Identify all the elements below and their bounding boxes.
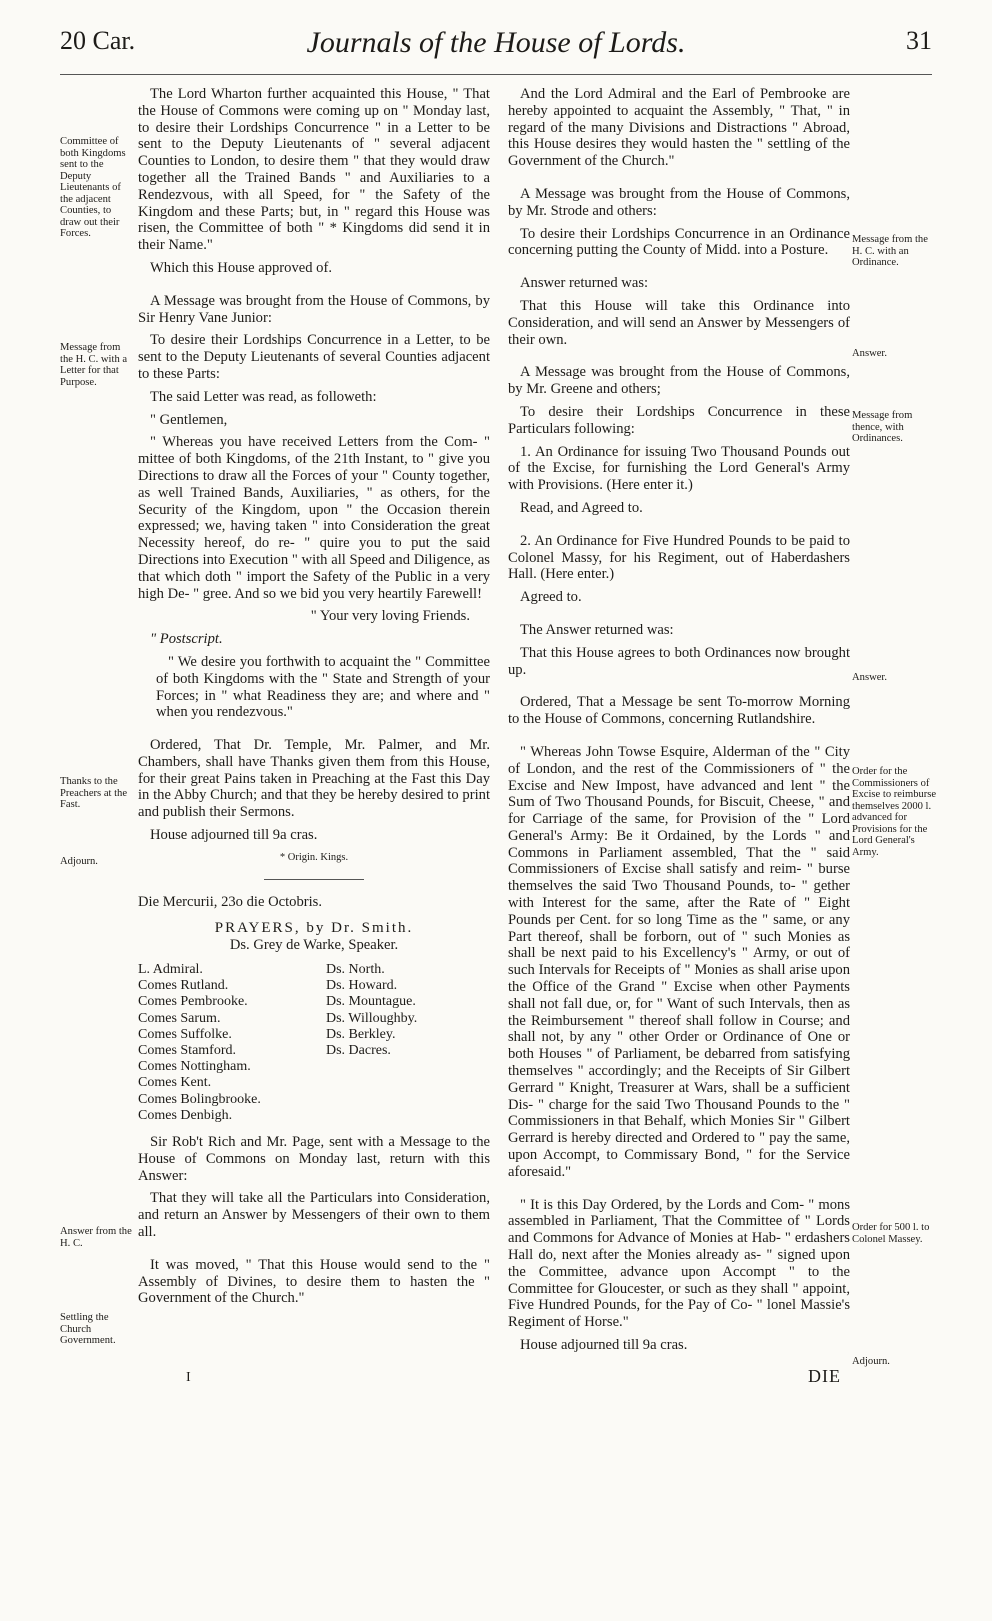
adjournment: House adjourned till 9a cras.	[520, 1337, 688, 1353]
paragraph: It was moved, " That this House would send to the " Assembly of Divines, to desire them to hasten the " Government of the Church."	[138, 1256, 490, 1307]
margin-note: Answer.	[852, 672, 888, 683]
day-heading: Die Mercurii, 23o die Octobris.	[138, 893, 322, 910]
margin-note: Adjourn.	[852, 1356, 890, 1367]
header-page-number: 31	[906, 26, 932, 55]
margin-note: Answer from the H. C.	[60, 1226, 132, 1249]
paragraph: That this House agrees to both Ordinances now brought up.	[508, 644, 850, 678]
paragraph: Answer returned was:	[520, 275, 649, 292]
paragraph: That they will take all the Particulars into Consideration, and return an Answer by Messengers of their own to them all.	[138, 1190, 490, 1241]
attendee: Ds. Berkley.	[326, 1026, 396, 1042]
attendance-column-right	[326, 962, 466, 1124]
attendee: Ds. Willoughby.	[326, 1010, 418, 1026]
attendance-column-left	[138, 962, 308, 1124]
paragraph: Ordered, That Dr. Temple, Mr. Palmer, and Mr. Chambers, shall have Thanks given them from this House, for their great Pains taken in Preaching at the Fast this Day in the Abby Church; and that they be hereby desired to print and publish their Sermons.	[138, 737, 490, 821]
ordinance-item: 1. An Ordinance for issuing Two Thousand Pounds out of the Excise, for furnishing the Lord General's Army with Provisions. (Here enter it.)	[508, 443, 850, 494]
margin-note: Message from the H. C. with an Ordinance.	[852, 234, 928, 268]
attendee: Ds. Howard.	[326, 978, 398, 994]
attendee: Comes Pembrooke.	[138, 994, 248, 1010]
paragraph: A Message was brought from the House of Commons, by Mr. Strode and others:	[508, 185, 850, 219]
paragraph: To desire their Lordships Concurrence in these Particulars following:	[508, 403, 850, 437]
attendee: Ds. North.	[326, 962, 385, 978]
running-header	[60, 26, 932, 66]
letter-body: " Whereas you have received Letters from the Com- " mittee of both Kingdoms, of the 21th Instant, to " give you Directions to draw all the Forces of your " County together, as well Trained Bands, Auxiliaries, " as others, for the Security of the Kingdom, upon " the Occasion therein expressed; we, having taken " into Consideration the great Necessity hereof, do re- " quire you to put the said Directions into Execution " with all Speed and Diligence, as that which doth " import the Safety of the Public in a very high De- " gree. And so we bid you very heartily Farewell!	[138, 434, 490, 602]
signature-mark: I	[186, 1370, 191, 1385]
attendee: Comes Rutland.	[138, 978, 229, 994]
header-regnal-year: 20 Car.	[60, 26, 136, 55]
catchword: DIE	[808, 1366, 841, 1386]
margin-note: Settling the Church Government.	[60, 1312, 116, 1346]
attendee: Comes Bolingbrooke.	[138, 1091, 261, 1107]
letter-signoff: " Your very loving Friends.	[310, 608, 470, 625]
margin-note: Adjourn.	[60, 856, 98, 867]
footnote: * Origin. Kings.	[279, 851, 349, 863]
section-rule	[264, 879, 364, 880]
letter-salutation: " Gentlemen,	[150, 411, 228, 428]
attendee: Comes Stamford.	[138, 1043, 236, 1059]
paragraph: The Answer returned was:	[520, 621, 674, 638]
attendee: Comes Nottingham.	[138, 1059, 251, 1075]
order-text: " It is this Day Ordered, by the Lords and Com- " mons assembled in Parliament, That the Committee of " Lords and Commons for Advance of Monies at Hab- " erdashers Hall do, next after the Monies already as- " signed upon the Committee, advance upon Accompt " to the Committee for Gloucester, or such as they shall " appoint, Five Hundred Pounds, for the Pay of Co- " lonel Massie's Regiment of Horse."	[508, 1196, 850, 1331]
margin-note: Message from the H. C. with a Letter for that Purpose.	[60, 342, 128, 388]
margin-note: Answer.	[852, 348, 888, 359]
ordinance-item: 2. An Ordinance for Five Hundred Pounds to be paid to Colonel Massy, for his Regiment, out of Haberdashers Hall. (Here enter.)	[508, 532, 850, 583]
attendee: Comes Suffolke.	[138, 1026, 232, 1042]
margin-note: Order for 500 l. to Colonel Massey.	[852, 1222, 930, 1245]
paragraph: The said Letter was read, as followeth:	[150, 388, 377, 405]
attendee: Comes Kent.	[138, 1075, 212, 1091]
paragraph: Read, and Agreed to.	[520, 499, 643, 516]
paragraph: Sir Rob't Rich and Mr. Page, sent with a Message to the House of Commons on Monday last, return with this Answer:	[138, 1134, 490, 1184]
margin-note: Message from thence, with Ordinances.	[852, 410, 913, 444]
right-column	[508, 86, 850, 1360]
paragraph: To desire their Lordships Concurrence in an Ordinance concerning putting the County of Midd. into a Posture.	[508, 225, 850, 259]
paragraph: A Message was brought from the House of Commons, by Sir Henry Vane Junior:	[138, 292, 490, 326]
postscript-heading: " Postscript.	[150, 631, 223, 648]
paragraph: A Message was brought from the House of Commons, by Mr. Greene and others;	[508, 364, 850, 398]
paragraph: Ordered, That a Message be sent To-morrow Morning to the House of Commons, concerning Rutlandshire.	[508, 694, 850, 728]
paragraph: And the Lord Admiral and the Earl of Pembrooke are hereby appointed to acquaint the Assembly, " That, " in regard of the many Divisions and Distractions " Abroad, this House desires they would hasten the " settling of the Government of the Church."	[508, 86, 850, 170]
margin-note: Committee of both Kingdoms sent to the Deputy Lieutenants of the adjacent Counties, to draw out their Forces.	[60, 136, 126, 239]
margin-note: Order for the Commissioners of Excise to reimburse themselves 2000 l. advanced for Provisions for the Lord General's Army.	[852, 766, 937, 858]
header-title: Journals of the House of Lords.	[306, 26, 686, 59]
prayers-line: PRAYERS, by Dr. Smith.	[214, 920, 414, 937]
paragraph: Agreed to.	[520, 589, 582, 606]
paragraph: Which this House approved of.	[150, 259, 332, 276]
attendee: Ds. Dacres.	[326, 1043, 391, 1059]
attendee: L. Admiral.	[138, 962, 203, 978]
margin-note: Thanks to the Preachers at the Fast.	[60, 776, 128, 810]
header-rule	[60, 74, 932, 75]
paragraph: That this House will take this Ordinance into Consideration, and will send an Answer by Messengers of their own.	[508, 297, 850, 348]
speaker-line: Ds. Grey de Warke, Speaker.	[229, 937, 399, 954]
attendee: Comes Sarum.	[138, 1010, 221, 1026]
ordinance-text: " Whereas John Towse Esquire, Alderman of the " City of London, and the rest of the Commissioners of " the Excise and New Impost, have advanced and lent " the Sum of Two Thousand Pounds, for Biscuit, Cheese, " and for Carriage of the same, for Provision of the " Lord General's Army: Be it Ordained, by the Lords " and Commons in Parliament assembled, That the " said Commissioners of Excise shall satisfy and reim- " burse themselves the said Two Thousand Pounds, to- " gether with Interest for the same, after the Rate of " Eight Pounds per Cent. for so long Time as the " same, or any Part thereof, shall be forborn, out of " such Monies as shall be next paid to his Excellency's " Army, or out of such Intervals for Receipts of " Monies as shall arise upon the Office of the Grand " Excise when other Payments shall not fall due, or, for " Want of such Intervals, then as the Reimbursement " thereof shall follow in Course; and shall not, by any " other Order or Ordinance of One or both Houses " of Parliament, be debarred from satisfying themselves " accordingly; and the Receipts of Sir Gilbert Gerrard " Knight, Treasurer at Wars, shall be a sufficient Dis- " charge for the said Two Thousand Pounds to the " Commissioners in that Behalf, which Monies Sir " Gilbert Gerrard is hereby directed and Ordered to " pay the same, upon Accompt, to Commissary Bond, " for the Service aforesaid."	[508, 743, 850, 1180]
attendee: Ds. Mountague.	[326, 994, 416, 1010]
attendance-list	[138, 962, 490, 1124]
paragraph: The Lord Wharton further acquainted this House, " That the House of Commons were coming up on " Monday last, to desire their Lordships Concurrence " in a Letter to be sent to the Deputy Lieutenants of " several adjacent Counties to London, to desire them " that they would draw together all the Trained Bands " and Auxiliaries to a Rendezvous, with all Speed, for " the Safety of the Kingdom and these Parts; but, in " regard this House was risen, the Committee of both " * Kingdoms did send it in their Name."	[138, 86, 490, 254]
attendee: Comes Denbigh.	[138, 1107, 233, 1123]
postscript-body: " We desire you forthwith to acquaint the " Committee of both Kingdoms with the " State and Strength of your Forces; in " what Readiness they are; and where and " when you rendezvous."	[156, 653, 490, 721]
adjournment: House adjourned till 9a cras.	[150, 827, 318, 844]
paragraph: To desire their Lordships Concurrence in a Letter, to be sent to the Deputy Lieutenants of several Counties adjacent to these Parts:	[138, 332, 490, 382]
left-column	[138, 86, 490, 1313]
